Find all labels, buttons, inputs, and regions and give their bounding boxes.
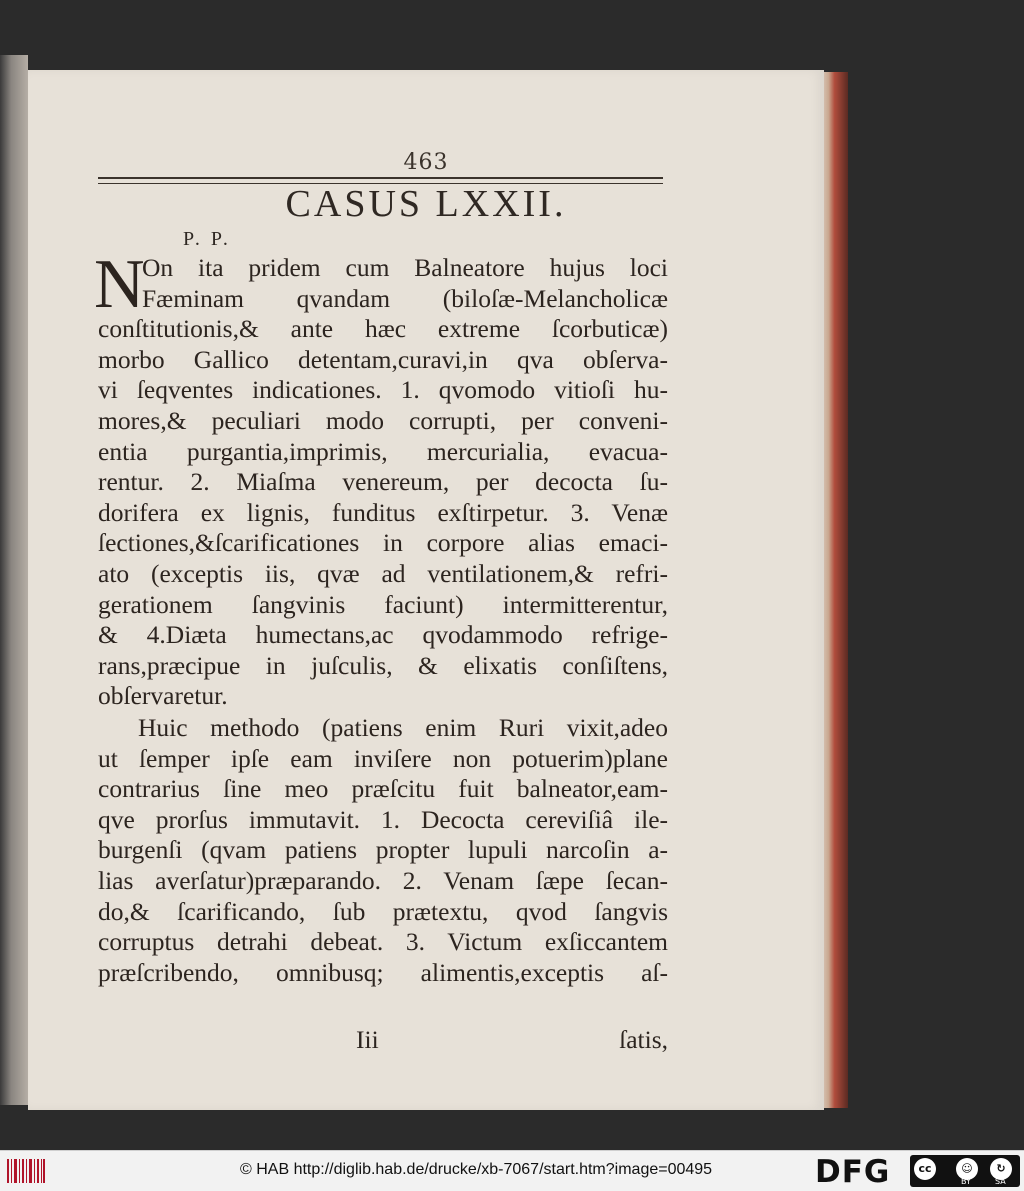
text-line: vi ſeqventes indicationes. 1. qvomodo vitioſi hu- <box>98 375 668 405</box>
book-page <box>28 70 824 1110</box>
cc-icon: cc <box>914 1158 936 1180</box>
adjacent-page-edge <box>0 55 28 1105</box>
source-link[interactable]: © HAB http://diglib.hab.de/drucke/xb-7067/start.htm?image=00495 <box>240 1161 713 1178</box>
text-line: rans,præcipue in juſculis, & elixatis conſiſtens, <box>98 650 668 680</box>
text-line: dorifera ex lignis, funditus exſtirpetur. 3. Venæ <box>98 497 668 527</box>
drop-cap: N <box>94 246 145 323</box>
text-line: & 4.Diæta humectans,ac qvodammodo refrige- <box>98 620 668 650</box>
text-line: burgenſi (qvam patiens propter lupuli narcoſin a- <box>98 835 668 865</box>
text-line: corruptus detrahi debeat. 3. Victum exſiccantem <box>98 927 668 957</box>
text-line: Fæminam qvandam (biloſæ-Melancholicæ <box>142 283 668 313</box>
viewer-footer <box>0 1150 1024 1191</box>
cc-license-badge[interactable] <box>910 1155 1020 1187</box>
catchword: ſatis, <box>619 1025 668 1054</box>
text-line: contrarius ſine meo præſcitu fuit balneator,eam- <box>98 774 668 804</box>
text-line: ato (exceptis iis, qvæ ad ventilationem,& refri- <box>98 558 668 588</box>
paragraph-2 <box>98 713 668 988</box>
text-line: gerationem ſangvinis faciunt) intermitterentur, <box>98 589 668 619</box>
by-icon: ☺ <box>956 1158 978 1180</box>
text-line: conſtitutionis,& ante hæc extreme ſcorbuticæ) <box>98 314 668 344</box>
text-line: Huic methodo (patiens enim Ruri vixit,adeo <box>138 713 668 742</box>
text-line: mores,& peculiari modo corrupti, per conveni- <box>98 405 668 435</box>
text-line: ſectiones,&ſcarificationes in corpore alias emaci- <box>98 528 668 558</box>
paragraph-1 <box>94 246 668 712</box>
text-line: morbo Gallico detentam,curavi,in qva obſerva- <box>98 344 668 374</box>
text-line: qve prorſus immutavit. 1. Decocta cereviſiâ ile- <box>98 804 668 834</box>
sa-icon: ↻ <box>990 1158 1012 1180</box>
sa-label: SA <box>995 1177 1006 1186</box>
text-line: obſervaretur. <box>98 681 228 711</box>
text-line: entia purgantia,imprimis, mercurialia, evacua- <box>98 436 668 466</box>
text-line: præſcribendo, omnibusq; alimentis,exceptis aſ- <box>98 957 668 987</box>
text-line: do,& ſcarificando, ſub prætextu, qvod ſangvis <box>98 896 668 926</box>
salutation: P. P. <box>183 228 231 250</box>
by-label: BY <box>961 1177 971 1186</box>
page-heading: CASUS LXXII. <box>285 183 567 225</box>
text-line: lias averſatur)præparando. 2. Venam ſæpe ſecan- <box>98 865 668 895</box>
text-line: rentur. 2. Miaſma venereum, per decocta ſu- <box>98 467 668 497</box>
hab-barcode-logo <box>6 1157 46 1185</box>
text-line: ut ſemper ipſe eam inviſere non potuerim)plane <box>98 743 668 773</box>
signature-mark: Iii <box>356 1025 379 1054</box>
page-number: 463 <box>403 150 449 175</box>
dfg-logo: DFG <box>815 1154 891 1190</box>
text-line: N On ita pridem cum Balneatore hujus loci <box>94 246 668 323</box>
